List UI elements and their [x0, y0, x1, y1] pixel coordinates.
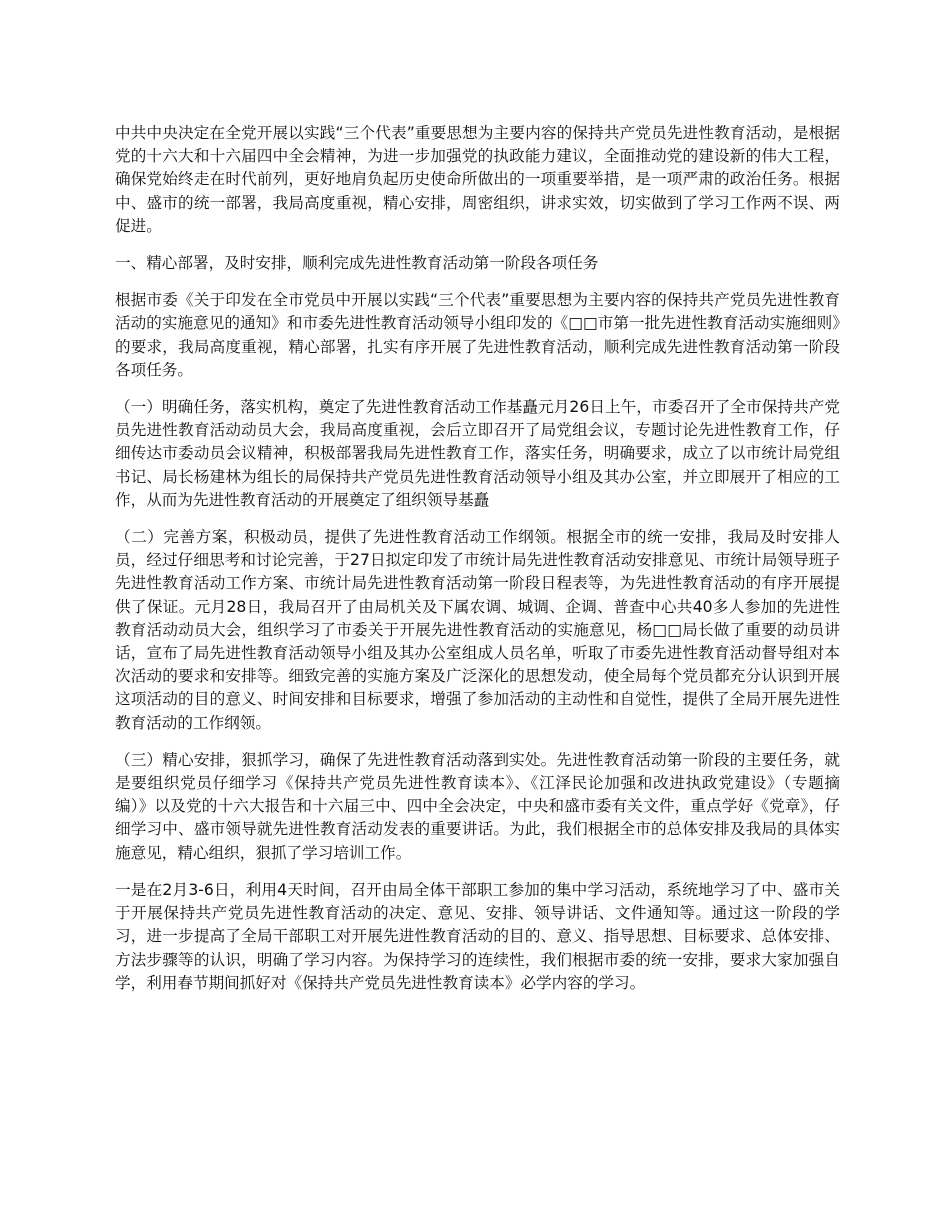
intro-paragraph: 中共中央决定在全党开展以实践“三个代表”重要思想为主要内容的保持共产党员先进性教育活动，是根据党的十六大和十六届四中全会精神，为进一步加强党的执政能力建议，全面推动党的建设新的伟大工程，确保党始终走在时代前列，更好地肩负起历史使命所做出的一项重要举措，是一项严肃的政治任务。根据中、盛市的统一部署，我局高度重视，精心安排，周密组织，讲求实效，切实做到了学习工作两不误、两促进。 — [115, 124, 840, 235]
subsection-3-paragraph: （三）精心安排，狠抓学习，确保了先进性教育活动落到实处。先进性教育活动第一阶段的主要任务，就是要组织党员仔细学习《保持共产党员先进性教育读本》、《江泽民论加强和改进执政党建设》（专题摘编）》以及党的十六大报告和十六届三中、四中全会决定，中央和盛市委有关文件，重点学好《党章》，仔细学习中、盛市领导就先进性教育活动发表的重要讲话。为此，我们根据全市的总体安排及我局的具体实施意见，精心组织，狠抓了学习培训工作。 — [115, 750, 840, 862]
section-1-paragraph: 根据市委《关于印发在全市党员中开展以实践“三个代表”重要思想为主要内容的保持共产党员先进性教育活动的实施意见的通知》和市委先进性教育活动领导小组印发的《□□市第一批先进性教育活动实施细则》的要求，我局高度重视，精心部署，扎实有序开展了先进性教育活动，顺利完成先进性教育活动第一阶段各项任务。 — [115, 291, 840, 379]
subsection-1-paragraph: （一）明确任务，落实机构，奠定了先进性教育活动工作基矗元月26日上午，市委召开了全市保持共产党员先进性教育活动动员大会，我局高度重视，会后立即召开了局党组会议，专题讨论先进性教育工作，仔细传达市委动员会议精神，积极部署我局先进性教育工作，落实任务，明确要求，成立了以市统计局党组书记、局长杨建林为组长的局保持共产党员先进性教育活动领导小组及其办公室，并立即展开了相应的工作，从而为先进性教育活动的开展奠定了组织领导基矗 — [115, 398, 840, 509]
study-activity-paragraph: 一是在2月3-6日，利用4天时间，召开由局全体干部职工参加的集中学习活动，系统地学习了中、盛市关于开展保持共产党员先进性教育活动的决定、意见、安排、领导讲话、文件通知等。通过这一阶段的学习，进一步提高了全局干部职工对开展先进性教育活动的目的、意义、指导思想、目标要求、总体安排、方法步骤等的认识，明确了学习内容。为保持学习的连续性，我们根据市委的统一安排，要求大家加强自学，利用春节期间抓好对《保持共产党员先进性教育读本》必学内容的学习。 — [115, 880, 840, 992]
subsection-2-paragraph: （二）完善方案，积极动员，提供了先进性教育活动工作纲领。根据全市的统一安排，我局及时安排人员，经过仔细思考和讨论完善，于27日拟定印发了市统计局先进性教育活动安排意见、市统计局领导班子先进性教育活动工作方案、市统计局先进性教育活动第一阶段日程表等，为先进性教育活动的有序开展提供了保证。元月28日，我局召开了由局机关及下属农调、城调、企调、普查中心共40多人参加的先进性教育活动动员大会，组织学习了市委关于开展先进性教育活动的实施意见，杨□□局长做了重要的动员讲话，宣布了局先进性教育活动领导小组及其办公室组成人员名单，听取了市委先进性教育活动督导组对本次活动的要求和安排等。细致完善的实施方案及广泛深化的思想发动，使全局每个党员都充分认识到开展这项活动的目的意义、时间安排和目标要求，增强了参加活动的主动性和自觉性，提供了全局开展先进性教育活动的工作纲领。 — [115, 528, 840, 732]
section-heading-1: 一、精心部署，及时安排，顺利完成先进性教育活动第一阶段各项任务 — [115, 254, 599, 273]
document-body — [115, 122, 840, 1009]
